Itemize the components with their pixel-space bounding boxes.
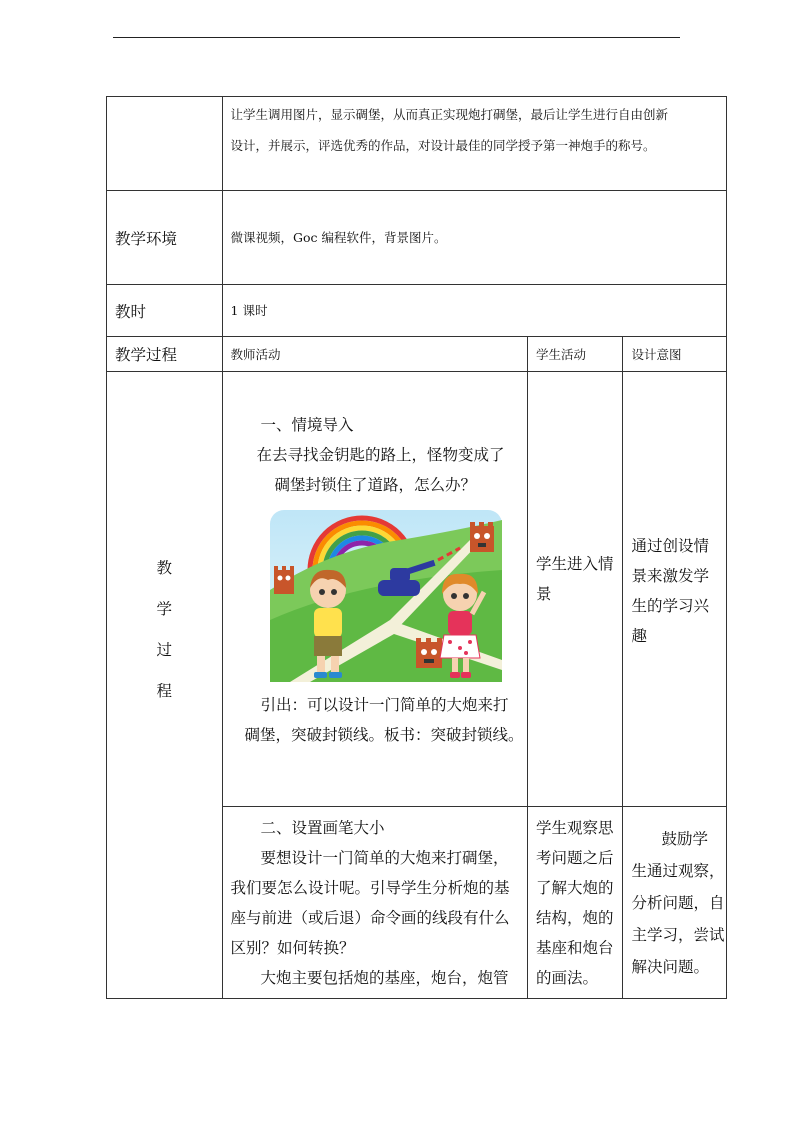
vertical-char: 过 bbox=[156, 641, 173, 659]
environment-value-cell bbox=[222, 191, 726, 285]
section1-student-cell bbox=[528, 372, 623, 807]
section2-intent-text: 鼓励学 bbox=[661, 830, 708, 848]
process-label: 教学过程 bbox=[115, 346, 178, 364]
vertical-char: 程 bbox=[156, 682, 173, 700]
section1-text: 碉堡，突破封锁线。板书：突破封锁线。 bbox=[244, 726, 524, 744]
castle-monster bbox=[470, 522, 494, 552]
header-rule bbox=[113, 37, 680, 38]
section1-text: 在去寻找金钥匙的路上，怪物变成了 bbox=[256, 446, 505, 464]
section2-intent-text: 分析问题，自 bbox=[631, 894, 725, 912]
intro-line: 设计，并展示，评选优秀的作品，对设计最佳的同学授予第一神炮手的称号。 bbox=[230, 138, 656, 153]
intro-row bbox=[107, 97, 727, 191]
section2-teacher-cell bbox=[222, 807, 527, 999]
section2-text: 要想设计一门简单的大炮来打碉堡， bbox=[260, 849, 509, 867]
design-intent-header: 设计意图 bbox=[631, 347, 682, 362]
section2-student-cell bbox=[528, 807, 623, 999]
section1-title: 一、情境导入 bbox=[260, 416, 354, 434]
section1-text: 引出：可以设计一门简单的大炮来打 bbox=[260, 696, 509, 714]
section2-intent-text: 生通过观察， bbox=[631, 862, 725, 880]
section2-student-text: 基座和炮台 bbox=[536, 939, 614, 957]
section1-intent-text: 趣 bbox=[631, 627, 647, 645]
period-label: 教时 bbox=[115, 302, 147, 321]
section2-student-text: 结构，炮的 bbox=[536, 909, 614, 927]
period-value-cell bbox=[222, 285, 726, 337]
section2-title: 二、设置画笔大小 bbox=[260, 819, 385, 837]
section2-intent-cell bbox=[623, 807, 727, 999]
section2-intent-text: 主学习，尝试 bbox=[631, 926, 725, 944]
vertical-char: 教 bbox=[156, 559, 173, 577]
castle-monster bbox=[416, 638, 442, 668]
section2-student-text: 考问题之后 bbox=[536, 849, 614, 867]
vertical-char: 学 bbox=[156, 600, 173, 618]
section2-text: 我们要怎么设计呢。引导学生分析炮的基 bbox=[230, 879, 510, 897]
environment-label: 教学环境 bbox=[115, 229, 178, 248]
environment-value: 微课视频，Goc 编程软件，背景图片。 bbox=[230, 230, 447, 245]
environment-label-cell bbox=[107, 191, 223, 285]
section1-intent-text: 通过创设情 bbox=[631, 537, 709, 555]
section1-intent-cell bbox=[623, 372, 727, 807]
section1-text: 碉堡封锁住了道路，怎么办？ bbox=[274, 476, 477, 494]
period-label-cell bbox=[107, 285, 223, 337]
section1-teacher-cell bbox=[222, 372, 527, 807]
section2-text: 座与前进（或后退）命令画的线段有什么 bbox=[230, 909, 510, 927]
section1-student-text: 学生进入情 bbox=[536, 555, 614, 573]
lesson-plan-table bbox=[106, 96, 727, 999]
scene-illustration bbox=[270, 510, 502, 682]
teacher-header-cell bbox=[222, 337, 527, 372]
section2-student-text: 学生观察思 bbox=[536, 819, 614, 837]
process-header-row bbox=[107, 337, 727, 372]
intro-text-cell bbox=[222, 97, 726, 191]
section2-student-text: 了解大炮的 bbox=[536, 879, 614, 897]
intent-header-cell bbox=[623, 337, 727, 372]
intro-line: 让学生调用图片，显示碉堡，从而真正实现炮打碉堡，最后让学生进行自由创新 bbox=[230, 107, 669, 122]
section2-text: 大炮主要包括炮的基座，炮台，炮管 bbox=[260, 969, 509, 987]
section1-student-text: 景 bbox=[536, 585, 552, 603]
period-value: 1 课时 bbox=[230, 303, 268, 318]
section2-text: 区别？如何转换？ bbox=[230, 939, 355, 957]
environment-row bbox=[107, 191, 727, 285]
process-vertical-cell bbox=[107, 372, 223, 999]
teacher-activity-header: 教师活动 bbox=[230, 347, 281, 362]
section2-student-text: 的画法。 bbox=[536, 969, 599, 987]
castle-monster bbox=[274, 566, 294, 594]
intro-label-cell bbox=[107, 97, 223, 191]
section2-intent-text: 解决问题。 bbox=[631, 958, 709, 976]
student-activity-header: 学生活动 bbox=[536, 347, 587, 362]
section1-row bbox=[107, 372, 727, 807]
student-header-cell bbox=[528, 337, 623, 372]
period-row bbox=[107, 285, 727, 337]
section1-intent-text: 景来激发学 bbox=[631, 567, 709, 585]
section1-intent-text: 生的学习兴 bbox=[631, 597, 709, 615]
process-label-cell bbox=[107, 337, 223, 372]
